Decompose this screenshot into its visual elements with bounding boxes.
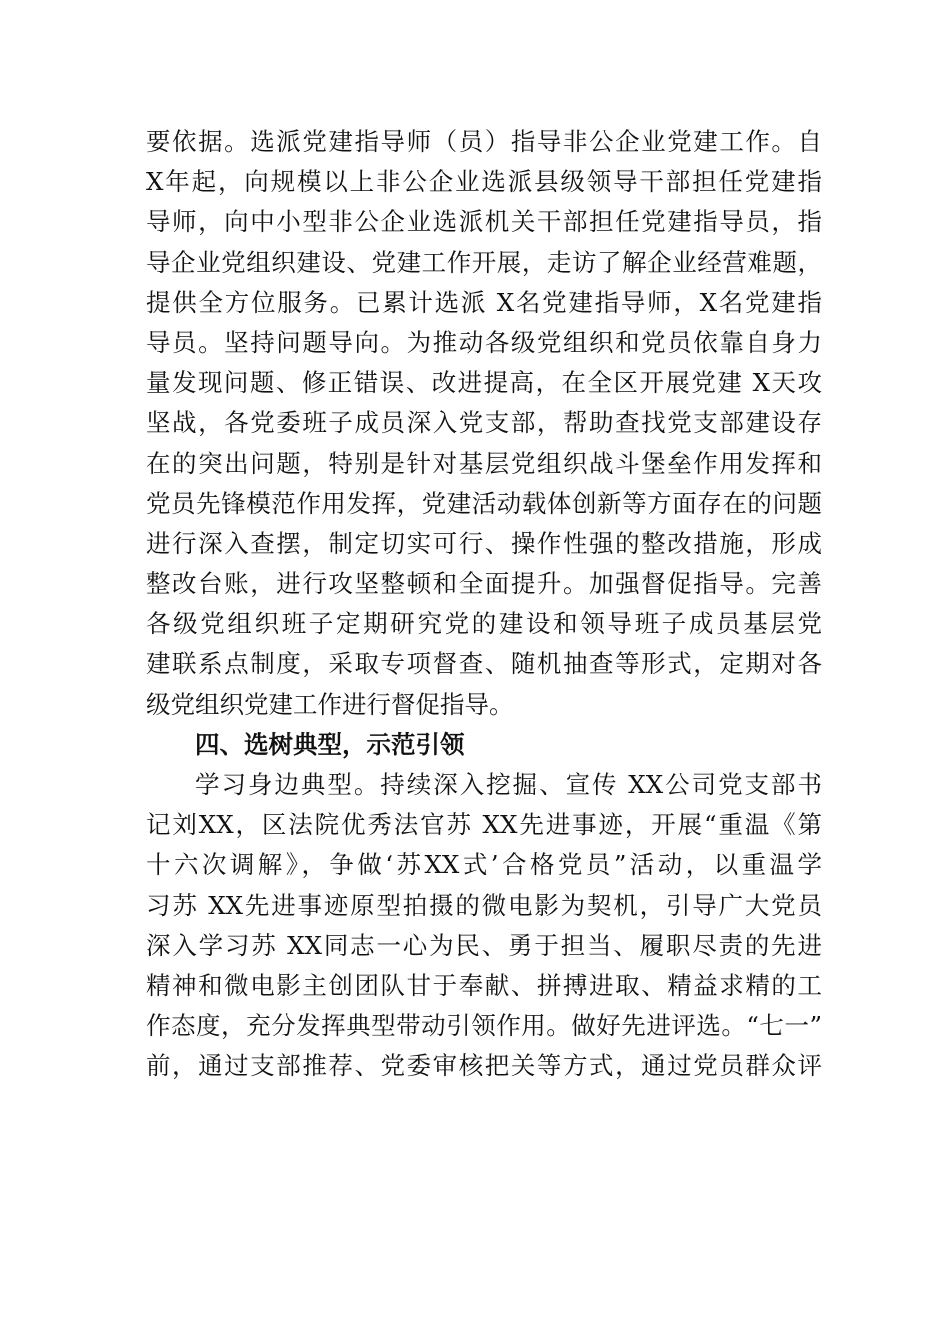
text-line: 坚战，各党委班子成员深入党支部，帮助查找党支部建设存 bbox=[146, 408, 822, 438]
section-heading: 四、选树典型，示范引领 bbox=[195, 729, 465, 759]
text-line: 整改台账，进行攻坚整顿和全面提升。加强督促指导。完善 bbox=[146, 569, 822, 599]
text-line: 记刘XX，区法院优秀法官苏 XX先进事迹，开展“重温《第 bbox=[146, 810, 822, 840]
text-line: 各级党组织班子定期研究党的建设和领导班子成员基层党 bbox=[146, 609, 822, 639]
text-line: 深入学习苏 XX同志一心为民、勇于担当、履职尽责的先进 bbox=[146, 930, 822, 960]
text-line: 习苏 XX先进事迹原型拍摄的微电影为契机，引导广大党员 bbox=[146, 890, 822, 920]
text-line: 提供全方位服务。已累计选派 X名党建指导师，X名党建指 bbox=[146, 287, 822, 317]
body-paragraph-2 bbox=[146, 765, 822, 1087]
text-line: 导师，向中小型非公企业选派机关干部担任党建指导员，指 bbox=[146, 207, 822, 237]
text-line: 在的突出问题，特别是针对基层党组织战斗堡垒作用发挥和 bbox=[146, 448, 822, 478]
text-line: 学习身边典型。持续深入挖掘、宣传 XX公司党支部书 bbox=[195, 770, 822, 799]
text-line: 建联系点制度，采取专项督查、随机抽查等形式，定期对各 bbox=[146, 649, 822, 679]
text-line: 级党组织党建工作进行督促指导。 bbox=[146, 689, 514, 719]
text-line: 党员先锋模范作用发挥，党建活动载体创新等方面存在的问题 bbox=[146, 488, 822, 518]
body-paragraph-1 bbox=[146, 122, 822, 725]
text-line: 进行深入查摆，制定切实可行、操作性强的整改措施，形成 bbox=[146, 528, 822, 558]
text-line: 导企业党组织建设、党建工作开展，走访了解企业经营难题， bbox=[146, 247, 822, 277]
text-line: 导员。坚持问题导向。为推动各级党组织和党员依靠自身力 bbox=[146, 327, 822, 357]
document-body bbox=[146, 122, 822, 1087]
text-line: 前，通过支部推荐、党委审核把关等方式，通过党员群众评 bbox=[146, 1051, 822, 1081]
text-line: 作态度，充分发挥典型带动引领作用。做好先进评选。“七一” bbox=[146, 1011, 822, 1041]
text-line: 量发现问题、修正错误、改进提高，在全区开展党建 X天攻 bbox=[146, 368, 822, 398]
text-line: 十六次调解》，争做‘苏XX式’合格党员”活动，以重温学 bbox=[146, 850, 822, 880]
text-line: 要依据。选派党建指导师（员）指导非公企业党建工作。自 bbox=[146, 127, 822, 156]
text-line: 精神和微电影主创团队甘于奉献、拼搏进取、精益求精的工 bbox=[146, 970, 822, 1000]
text-line: X年起，向规模以上非公企业选派县级领导干部担任党建指 bbox=[146, 167, 822, 197]
